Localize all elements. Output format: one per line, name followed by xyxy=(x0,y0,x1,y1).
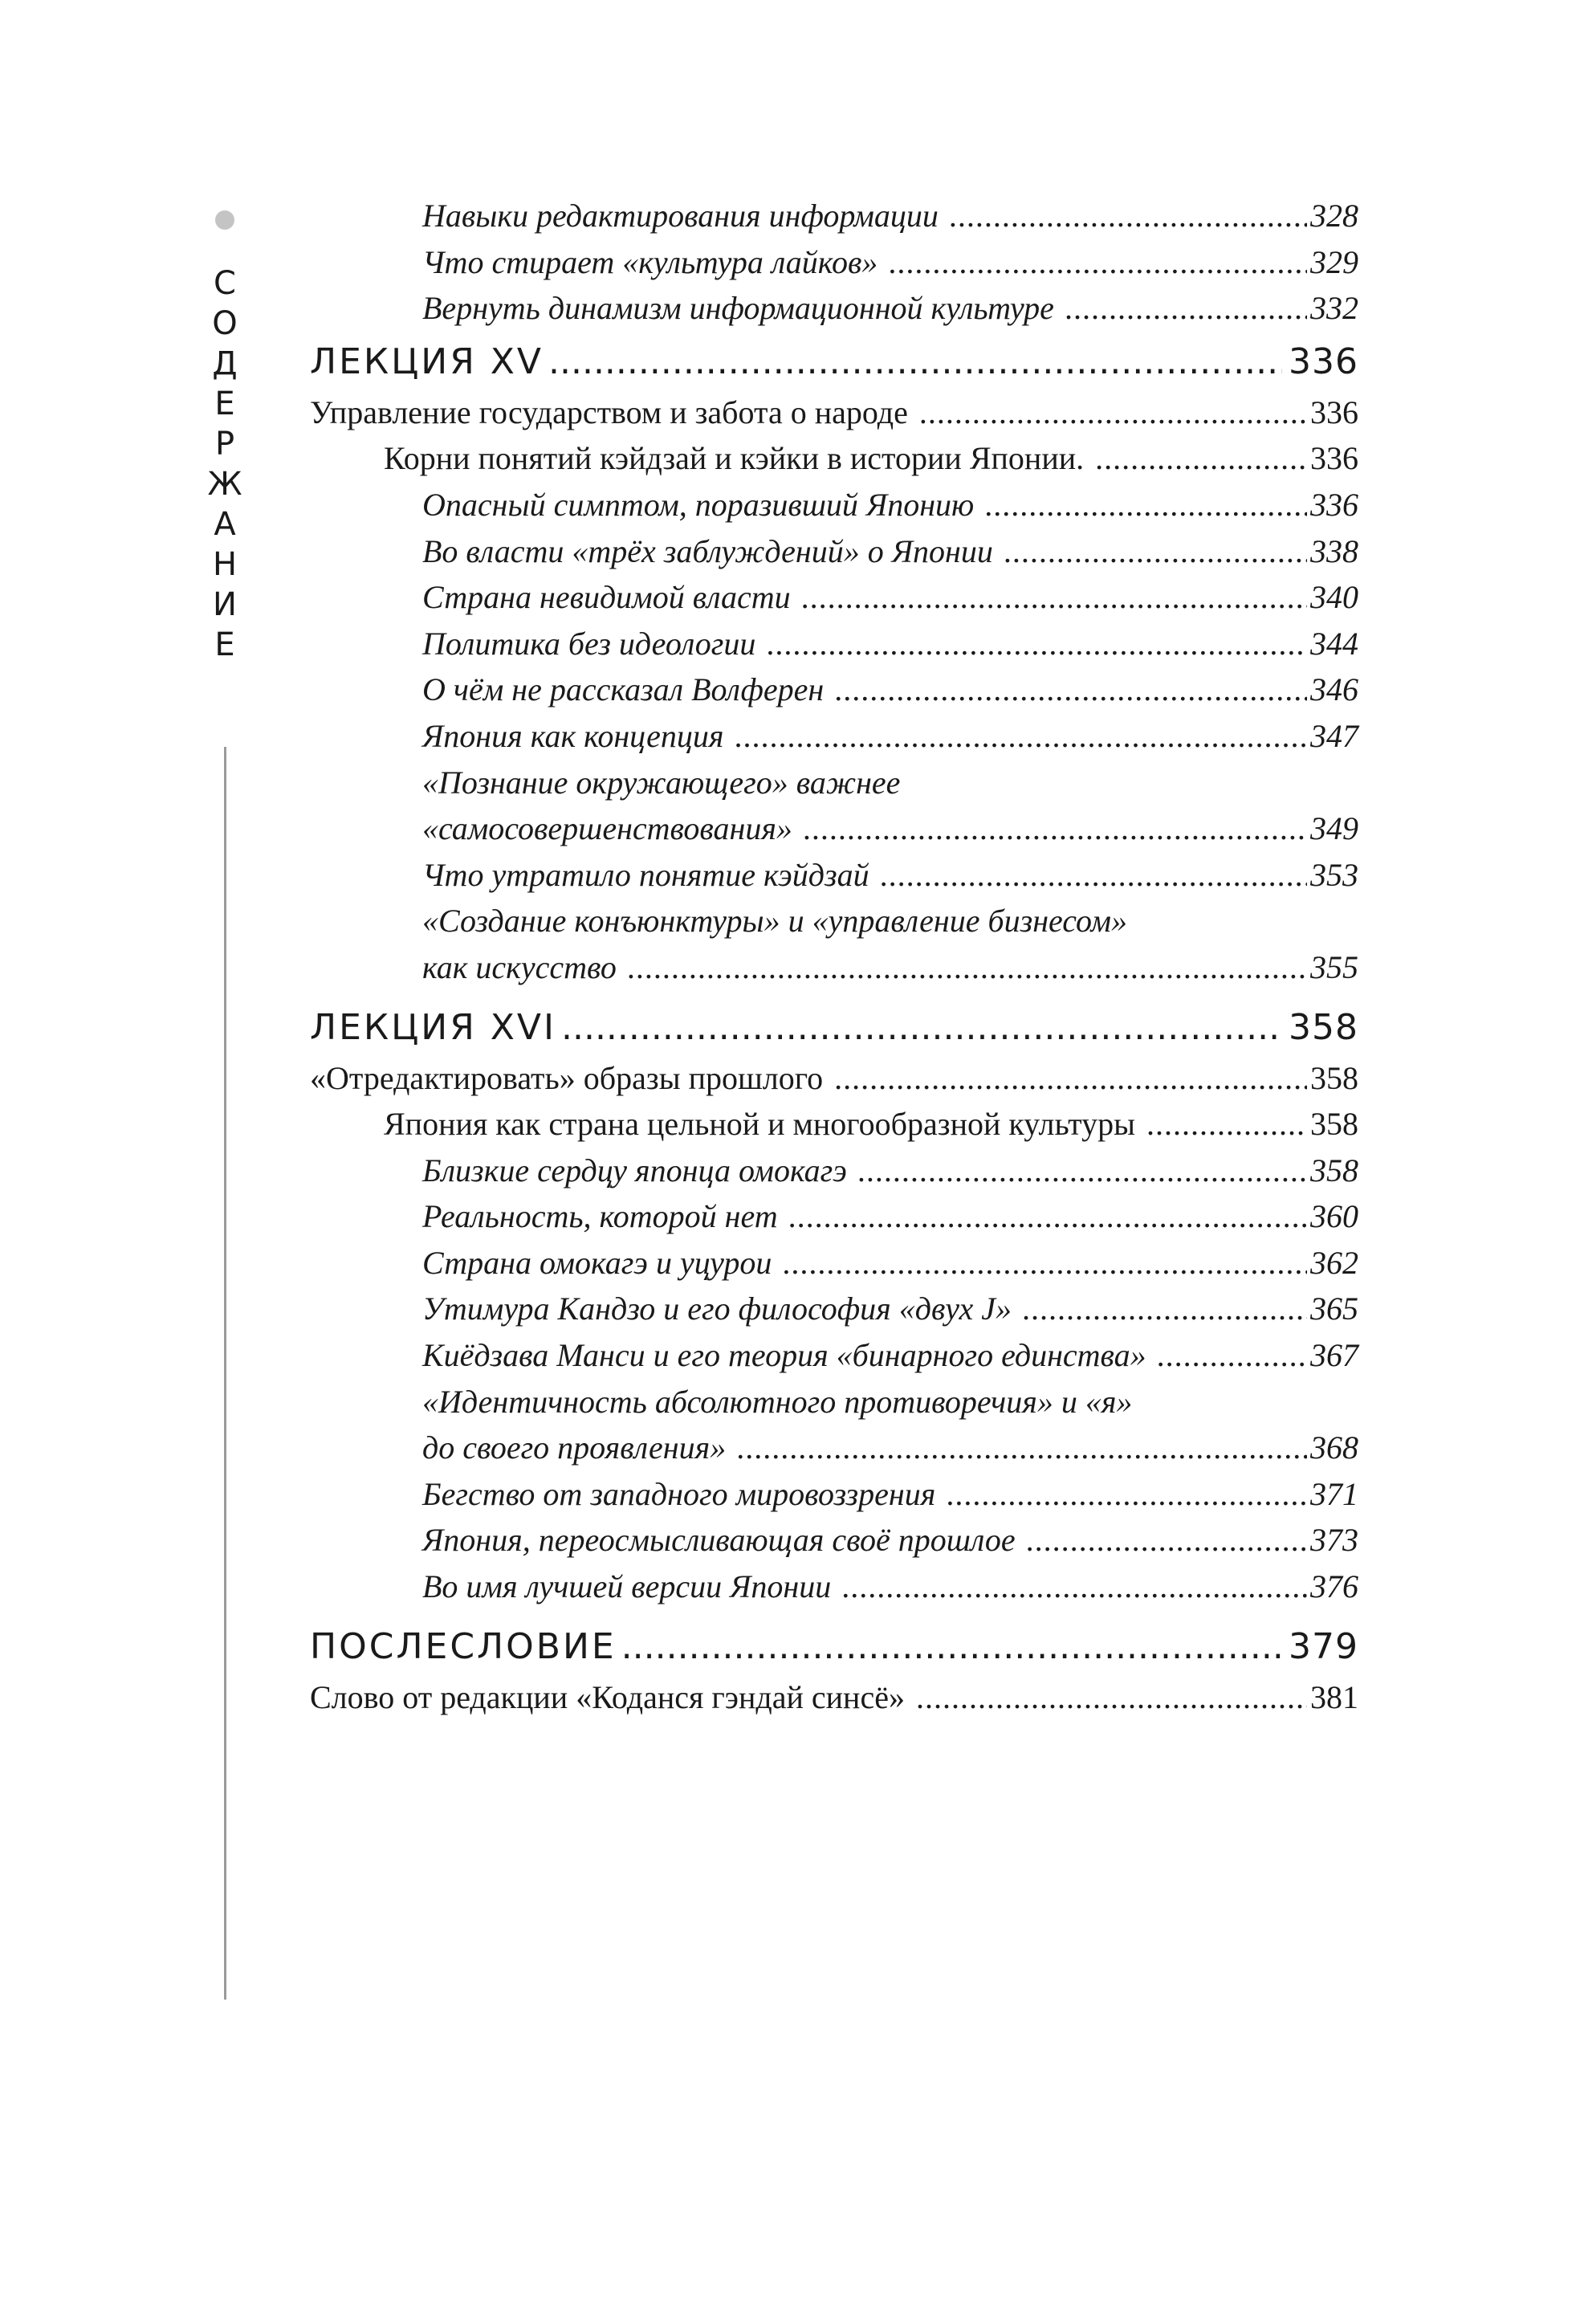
toc-entry-title: Япония, переосмысливающая своё прошлое xyxy=(422,1522,1016,1559)
dot-leader xyxy=(842,1564,1307,1610)
toc-entry-title: Утимура Кандзо и его философия «двух J» xyxy=(422,1290,1012,1327)
dot-leader xyxy=(621,1621,1282,1673)
toc-entry[interactable] xyxy=(310,621,1358,667)
dot-leader xyxy=(1158,1332,1307,1379)
dot-leader xyxy=(1004,528,1307,575)
toc-entry-title: Вернуть динамизм информационной культуре xyxy=(422,290,1054,327)
side-title-letter: Ж xyxy=(207,466,242,503)
toc-page-number: 379 xyxy=(1289,1625,1358,1667)
toc-entry[interactable] xyxy=(310,1471,1358,1518)
toc-entry[interactable] xyxy=(310,1674,1358,1721)
toc-entry-two-line[interactable] xyxy=(310,760,1358,852)
toc-entry[interactable] xyxy=(310,1240,1358,1286)
dot-leader xyxy=(985,482,1307,528)
toc-entry-title: как искусство xyxy=(422,948,617,985)
toc-entry-title: Киёдзава Манси и его теория «бинарного единства» xyxy=(422,1337,1146,1374)
toc-page-number: 371 xyxy=(1310,1475,1358,1512)
dot-leader xyxy=(548,336,1282,388)
toc-entry-two-line[interactable] xyxy=(310,898,1358,990)
grey-dot-marker xyxy=(215,210,234,230)
side-title-letter: А xyxy=(214,506,236,543)
toc-entry-two-line[interactable] xyxy=(310,1379,1358,1471)
dot-leader xyxy=(804,805,1307,852)
toc-entry[interactable] xyxy=(310,482,1358,528)
toc-entry-title: Япония как страна цельной и многообразной культуры xyxy=(384,1106,1135,1143)
side-title-letter: С xyxy=(214,265,236,302)
dot-leader xyxy=(835,667,1307,713)
side-title-letter: Р xyxy=(214,426,235,463)
toc-entry-title: Политика без идеологии xyxy=(422,625,756,662)
dot-leader xyxy=(1065,285,1307,332)
lecture-title: ЛЕКЦИЯ XVI xyxy=(310,1006,556,1048)
side-vertical-rule xyxy=(224,747,226,2000)
toc-entry-title: Бегство от западного мировоззрения xyxy=(422,1475,936,1512)
toc-entry-title: «Отредактировать» образы прошлого xyxy=(310,1059,824,1096)
side-title-letter: О xyxy=(212,305,238,342)
toc-entry-title-line-1: «Идентичность абсолютного противоречия» и «я» xyxy=(422,1383,1133,1420)
toc-entry[interactable] xyxy=(310,193,1358,239)
side-title-letter: Н xyxy=(212,546,238,583)
dot-leader xyxy=(1023,1286,1307,1332)
dot-leader xyxy=(950,193,1307,239)
dot-leader xyxy=(1146,1101,1307,1148)
toc-page-number: 373 xyxy=(1310,1522,1358,1559)
toc-page-number: 340 xyxy=(1310,579,1358,616)
lecture-title: ЛЕКЦИЯ XV xyxy=(310,340,544,382)
dot-leader xyxy=(947,1471,1307,1518)
toc-entry-title: Реальность, которой нет xyxy=(422,1198,778,1235)
toc-entry[interactable] xyxy=(310,239,1358,286)
toc-entry[interactable] xyxy=(310,1564,1358,1610)
table-of-contents xyxy=(310,193,1358,1720)
dot-leader xyxy=(889,239,1307,286)
toc-page-number: 353 xyxy=(1310,856,1358,893)
toc-entry-line-2 xyxy=(310,805,1358,852)
toc-page-number: 349 xyxy=(1310,810,1358,847)
dot-leader xyxy=(1095,435,1307,482)
side-title-letter: Е xyxy=(214,626,235,663)
toc-page-number: 336 xyxy=(1289,340,1358,382)
toc-page-number: 355 xyxy=(1310,948,1358,985)
toc-entry[interactable] xyxy=(310,528,1358,575)
toc-page-number: 368 xyxy=(1310,1429,1358,1466)
toc-entry-title: Слово от редакции «Коданся гэндай синсё» xyxy=(310,1678,905,1715)
toc-entry-title: Во власти «трёх заблуждений» о Японии xyxy=(422,532,993,569)
toc-page-number: 376 xyxy=(1310,1568,1358,1605)
toc-page-number: 344 xyxy=(1310,625,1358,662)
toc-page-number: 358 xyxy=(1310,1106,1358,1143)
toc-page-number: 365 xyxy=(1310,1290,1358,1327)
lecture-title: ПОСЛЕСЛОВИЕ xyxy=(310,1625,617,1667)
toc-entry[interactable] xyxy=(310,389,1358,436)
toc-lecture-heading[interactable] xyxy=(310,336,1358,388)
dot-leader xyxy=(881,852,1307,899)
dot-leader xyxy=(767,621,1307,667)
toc-page-number: 346 xyxy=(1310,671,1358,708)
toc-entry-title: Во имя лучшей версии Японии xyxy=(422,1568,832,1605)
toc-page-number: 347 xyxy=(1310,717,1358,754)
toc-page-number: 362 xyxy=(1310,1244,1358,1281)
toc-entry[interactable] xyxy=(310,1101,1358,1148)
side-title-letter: И xyxy=(213,586,237,623)
toc-lecture-heading[interactable] xyxy=(310,1002,1358,1054)
toc-entry[interactable] xyxy=(310,1055,1358,1102)
toc-entry[interactable] xyxy=(310,1517,1358,1564)
toc-page-number: 338 xyxy=(1310,532,1358,569)
dot-leader xyxy=(561,1002,1282,1054)
dot-leader xyxy=(737,1425,1307,1471)
dot-leader xyxy=(789,1193,1307,1240)
dot-leader xyxy=(919,389,1307,436)
dot-leader xyxy=(735,713,1307,760)
toc-page-number: 360 xyxy=(1310,1198,1358,1235)
toc-entry-title: Опасный симптом, поразивший Японию xyxy=(422,486,975,523)
toc-entry-title: Страна невидимой власти xyxy=(422,579,791,616)
toc-entry-title: Корни понятий кэйдзай и кэйки в истории Японии. xyxy=(384,440,1085,477)
toc-page-number: 358 xyxy=(1310,1059,1358,1096)
toc-entry[interactable] xyxy=(310,713,1358,760)
toc-page-number: 358 xyxy=(1310,1152,1358,1189)
toc-entry-title: Что утратило понятие кэйдзай xyxy=(422,856,869,893)
toc-lecture-heading[interactable] xyxy=(310,1621,1358,1673)
dot-leader xyxy=(628,944,1307,991)
toc-page-number: 367 xyxy=(1310,1337,1358,1374)
side-title-letter: Е xyxy=(214,385,235,422)
dot-leader xyxy=(858,1148,1307,1194)
toc-entry-title: Навыки редактирования информации xyxy=(422,198,939,234)
dot-leader xyxy=(916,1674,1307,1721)
toc-page-number: 381 xyxy=(1310,1678,1358,1715)
toc-entry[interactable] xyxy=(310,435,1358,482)
dot-leader xyxy=(783,1240,1307,1286)
toc-entry-title: Страна омокагэ и уцурои xyxy=(422,1244,772,1281)
toc-entry-title: Близкие сердцу японца омокагэ xyxy=(422,1152,847,1189)
toc-entry-title-line-1: «Создание конъюнктуры» и «управление бизнесом» xyxy=(422,903,1128,940)
toc-entry[interactable] xyxy=(310,852,1358,899)
toc-entry[interactable] xyxy=(310,1148,1358,1194)
toc-entry-title: «самосовершенствования» xyxy=(422,810,792,847)
toc-entry[interactable] xyxy=(310,1193,1358,1240)
toc-entry-title: О чём не рассказал Волферен xyxy=(422,671,825,708)
toc-page-number: 358 xyxy=(1289,1006,1358,1048)
toc-entry-title: Япония как концепция xyxy=(422,717,724,754)
toc-entry-line-2 xyxy=(310,1425,1358,1471)
side-title-letter: Д xyxy=(212,345,238,382)
toc-entry-title-line-1: «Познание окружающего» важнее xyxy=(422,764,901,801)
dot-leader xyxy=(834,1055,1307,1102)
side-title-contents xyxy=(206,263,244,665)
toc-page-number: 336 xyxy=(1310,393,1358,430)
toc-entry[interactable] xyxy=(310,1332,1358,1379)
toc-page-number: 329 xyxy=(1310,243,1358,280)
toc-entry-title: Что стирает «культура лайков» xyxy=(422,243,878,280)
toc-entry[interactable] xyxy=(310,285,1358,332)
dot-leader xyxy=(802,574,1307,621)
toc-entry-line-2 xyxy=(310,944,1358,991)
toc-page-number: 336 xyxy=(1310,440,1358,477)
dot-leader xyxy=(1027,1517,1307,1564)
toc-entry-title: до своего проявления» xyxy=(422,1429,727,1466)
toc-entry[interactable] xyxy=(310,667,1358,713)
toc-entry[interactable] xyxy=(310,574,1358,621)
toc-page-number: 332 xyxy=(1310,290,1358,327)
toc-page-number: 328 xyxy=(1310,198,1358,234)
toc-entry[interactable] xyxy=(310,1286,1358,1332)
toc-entry-title: Управление государством и забота о народе xyxy=(310,393,908,430)
toc-page-number: 336 xyxy=(1310,486,1358,523)
